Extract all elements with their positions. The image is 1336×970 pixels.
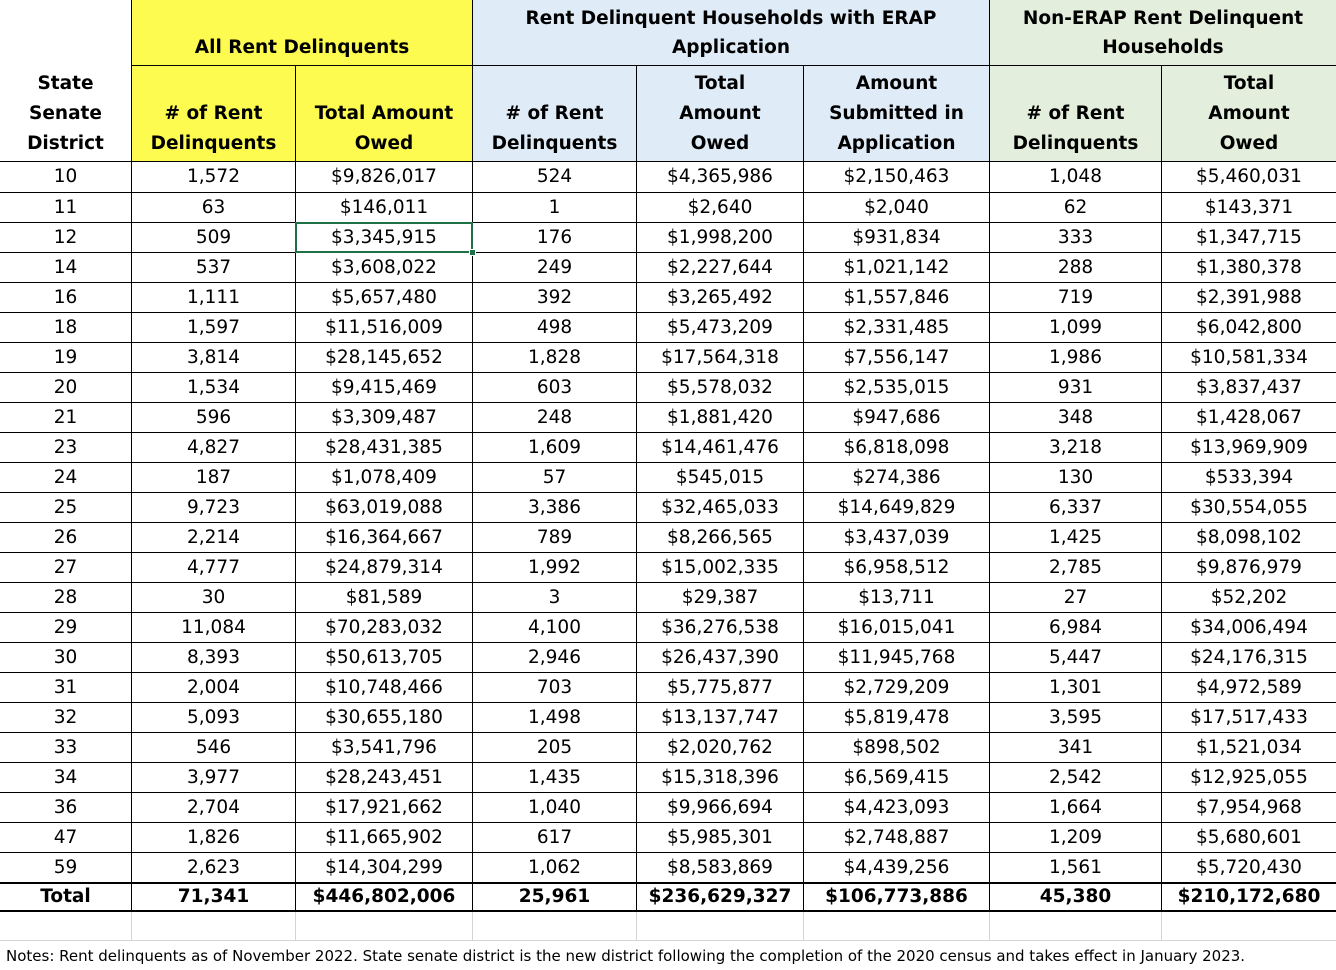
cell-erap-count[interactable]: 703: [472, 672, 636, 702]
cell-non-count[interactable]: 6,984: [989, 612, 1161, 642]
cell-non-count[interactable]: 719: [989, 282, 1161, 312]
cell-non-count[interactable]: 2,542: [989, 762, 1161, 792]
cell-erap-count[interactable]: 392: [472, 282, 636, 312]
header-group-erap[interactable]: Rent Delinquent Households with ERAP Application: [472, 0, 989, 66]
cell-erap-count[interactable]: 3,386: [472, 492, 636, 522]
cell-all-count[interactable]: 187: [131, 462, 295, 492]
cell-all-count[interactable]: 11,084: [131, 612, 295, 642]
cell-all-count[interactable]: 5,093: [131, 702, 295, 732]
cell-erap-owed[interactable]: $13,137,747: [636, 702, 803, 732]
cell-non-count[interactable]: 333: [989, 222, 1161, 252]
header-col-erap-owed[interactable]: Total Amount Owed: [636, 66, 803, 162]
cell-non-owed[interactable]: $5,460,031: [1161, 162, 1336, 192]
cell-erap-count[interactable]: 248: [472, 402, 636, 432]
cell-district[interactable]: 31: [0, 672, 131, 702]
total-erap-owed[interactable]: $236,629,327: [636, 882, 803, 912]
cell-non-count[interactable]: 62: [989, 192, 1161, 222]
cell-erap-submitted[interactable]: $13,711: [803, 582, 989, 612]
cell-non-count[interactable]: 3,595: [989, 702, 1161, 732]
cell-non-owed[interactable]: $2,391,988: [1161, 282, 1336, 312]
cell-all-count[interactable]: 2,704: [131, 792, 295, 822]
cell-all-count[interactable]: 2,004: [131, 672, 295, 702]
cell-all-count[interactable]: 1,597: [131, 312, 295, 342]
empty-row-gridline: [295, 912, 296, 940]
cell-non-count[interactable]: 130: [989, 462, 1161, 492]
header-col-erap-submitted[interactable]: Amount Submitted in Application: [803, 66, 989, 162]
cell-erap-submitted[interactable]: $2,535,015: [803, 372, 989, 402]
cell-erap-submitted[interactable]: $2,040: [803, 192, 989, 222]
cell-district[interactable]: 24: [0, 462, 131, 492]
header-col-non-count[interactable]: # of Rent Delinquents: [989, 66, 1161, 162]
cell-non-owed[interactable]: $9,876,979: [1161, 552, 1336, 582]
cell-erap-count[interactable]: 1,498: [472, 702, 636, 732]
cell-erap-submitted[interactable]: $11,945,768: [803, 642, 989, 672]
cell-non-count[interactable]: 1,425: [989, 522, 1161, 552]
cell-erap-owed[interactable]: $4,365,986: [636, 162, 803, 192]
cell-non-owed[interactable]: $24,176,315: [1161, 642, 1336, 672]
cell-non-owed[interactable]: $1,428,067: [1161, 402, 1336, 432]
cell-non-owed[interactable]: $3,837,437: [1161, 372, 1336, 402]
cell-all-count[interactable]: 3,814: [131, 342, 295, 372]
cell-all-owed[interactable]: $28,431,385: [295, 432, 472, 462]
cell-all-count[interactable]: 2,214: [131, 522, 295, 552]
cell-non-count[interactable]: 3,218: [989, 432, 1161, 462]
cell-all-owed[interactable]: $28,145,652: [295, 342, 472, 372]
cell-all-owed[interactable]: $30,655,180: [295, 702, 472, 732]
cell-non-count[interactable]: 1,048: [989, 162, 1161, 192]
cell-district[interactable]: 59: [0, 852, 131, 882]
cell-erap-owed[interactable]: $8,266,565: [636, 522, 803, 552]
cell-erap-count[interactable]: 249: [472, 252, 636, 282]
cell-non-owed[interactable]: $1,347,715: [1161, 222, 1336, 252]
cell-erap-submitted[interactable]: $1,557,846: [803, 282, 989, 312]
cell-non-owed[interactable]: $12,925,055: [1161, 762, 1336, 792]
empty-row-gridline: [472, 912, 473, 940]
cell-erap-owed[interactable]: $1,998,200: [636, 222, 803, 252]
cell-erap-owed[interactable]: $5,985,301: [636, 822, 803, 852]
cell-erap-owed[interactable]: $26,437,390: [636, 642, 803, 672]
header-col-all-owed[interactable]: Total Amount Owed: [295, 66, 472, 162]
cell-erap-count[interactable]: 4,100: [472, 612, 636, 642]
cell-erap-submitted[interactable]: $2,729,209: [803, 672, 989, 702]
cell-erap-owed[interactable]: $29,387: [636, 582, 803, 612]
cell-all-count[interactable]: 8,393: [131, 642, 295, 672]
cell-erap-owed[interactable]: $14,461,476: [636, 432, 803, 462]
cell-non-count[interactable]: 1,209: [989, 822, 1161, 852]
cell-erap-submitted[interactable]: $14,649,829: [803, 492, 989, 522]
cell-erap-owed[interactable]: $15,002,335: [636, 552, 803, 582]
cell-all-owed[interactable]: $3,541,796: [295, 732, 472, 762]
cell-district[interactable]: 19: [0, 342, 131, 372]
cell-non-count[interactable]: 288: [989, 252, 1161, 282]
cell-erap-count[interactable]: 2,946: [472, 642, 636, 672]
cell-non-owed[interactable]: $52,202: [1161, 582, 1336, 612]
cell-non-owed[interactable]: $34,006,494: [1161, 612, 1336, 642]
cell-erap-owed[interactable]: $1,881,420: [636, 402, 803, 432]
cell-all-count[interactable]: 537: [131, 252, 295, 282]
cell-non-owed[interactable]: $13,969,909: [1161, 432, 1336, 462]
cell-erap-count[interactable]: 1,062: [472, 852, 636, 882]
cell-erap-count[interactable]: 57: [472, 462, 636, 492]
total-all-owed[interactable]: $446,802,006: [295, 882, 472, 912]
cell-district[interactable]: 34: [0, 762, 131, 792]
header-group-nonerap[interactable]: Non-ERAP Rent Delinquent Households: [989, 0, 1336, 66]
cell-non-count[interactable]: 1,301: [989, 672, 1161, 702]
cell-erap-submitted[interactable]: $2,331,485: [803, 312, 989, 342]
cell-all-count[interactable]: 546: [131, 732, 295, 762]
cell-erap-count[interactable]: 617: [472, 822, 636, 852]
cell-erap-submitted[interactable]: $7,556,147: [803, 342, 989, 372]
cell-district[interactable]: 23: [0, 432, 131, 462]
cell-all-owed[interactable]: $14,304,299: [295, 852, 472, 882]
empty-row-gridline: [636, 912, 637, 940]
header-col-erap-count[interactable]: # of Rent Delinquents: [472, 66, 636, 162]
cell-all-owed[interactable]: $24,879,314: [295, 552, 472, 582]
cell-non-owed[interactable]: $17,517,433: [1161, 702, 1336, 732]
cell-all-owed[interactable]: $11,516,009: [295, 312, 472, 342]
cell-erap-count[interactable]: 1,040: [472, 792, 636, 822]
cell-all-owed[interactable]: $63,019,088: [295, 492, 472, 522]
cell-erap-owed[interactable]: $2,020,762: [636, 732, 803, 762]
notes-text: Notes: Rent delinquents as of November 2022. State senate district is the new district following the completion of the 2020 census and takes effect in January 2023.: [6, 947, 1246, 965]
cell-all-count[interactable]: 30: [131, 582, 295, 612]
cell-all-count[interactable]: 1,572: [131, 162, 295, 192]
cell-erap-owed[interactable]: $5,578,032: [636, 372, 803, 402]
cell-district[interactable]: 33: [0, 732, 131, 762]
cell-erap-count[interactable]: 498: [472, 312, 636, 342]
cell-erap-submitted[interactable]: $1,021,142: [803, 252, 989, 282]
cell-non-count[interactable]: 1,986: [989, 342, 1161, 372]
cell-district[interactable]: 18: [0, 312, 131, 342]
cell-district[interactable]: 11: [0, 192, 131, 222]
cell-all-owed[interactable]: $50,613,705: [295, 642, 472, 672]
cell-all-count[interactable]: 1,826: [131, 822, 295, 852]
corner-blank: [0, 0, 131, 66]
cell-all-count[interactable]: 9,723: [131, 492, 295, 522]
cell-non-count[interactable]: 348: [989, 402, 1161, 432]
cell-non-count[interactable]: 1,099: [989, 312, 1161, 342]
total-non-owed[interactable]: $210,172,680: [1161, 882, 1336, 912]
cell-erap-submitted[interactable]: $2,748,887: [803, 822, 989, 852]
cell-erap-submitted[interactable]: $931,834: [803, 222, 989, 252]
cell-erap-owed[interactable]: $2,227,644: [636, 252, 803, 282]
fill-handle[interactable]: [469, 249, 476, 256]
cell-district[interactable]: 21: [0, 402, 131, 432]
cell-district[interactable]: 30: [0, 642, 131, 672]
empty-row-gridline: [803, 912, 804, 940]
cell-non-owed[interactable]: $1,521,034: [1161, 732, 1336, 762]
cell-all-owed[interactable]: $28,243,451: [295, 762, 472, 792]
cell-erap-submitted[interactable]: $6,569,415: [803, 762, 989, 792]
cell-erap-owed[interactable]: $5,775,877: [636, 672, 803, 702]
cell-all-count[interactable]: 63: [131, 192, 295, 222]
cell-erap-owed[interactable]: $3,265,492: [636, 282, 803, 312]
cell-all-owed[interactable]: $3,345,915: [295, 222, 472, 252]
cell-erap-owed[interactable]: $5,473,209: [636, 312, 803, 342]
cell-non-owed[interactable]: $6,042,800: [1161, 312, 1336, 342]
cell-all-owed[interactable]: $9,826,017: [295, 162, 472, 192]
cell-non-owed[interactable]: $5,720,430: [1161, 852, 1336, 882]
cell-all-owed[interactable]: $11,665,902: [295, 822, 472, 852]
cell-all-count[interactable]: 509: [131, 222, 295, 252]
cell-district[interactable]: 28: [0, 582, 131, 612]
cell-district[interactable]: 29: [0, 612, 131, 642]
cell-erap-count[interactable]: 205: [472, 732, 636, 762]
cell-erap-owed[interactable]: $36,276,538: [636, 612, 803, 642]
header-col-non-owed[interactable]: Total Amount Owed: [1161, 66, 1336, 162]
cell-erap-count[interactable]: 1,435: [472, 762, 636, 792]
cell-non-owed[interactable]: $533,394: [1161, 462, 1336, 492]
cell-erap-count[interactable]: 1,609: [472, 432, 636, 462]
cell-district[interactable]: 36: [0, 792, 131, 822]
cell-erap-submitted[interactable]: $274,386: [803, 462, 989, 492]
cell-erap-count[interactable]: 789: [472, 522, 636, 552]
cell-all-owed[interactable]: $81,589: [295, 582, 472, 612]
cell-non-owed[interactable]: $4,972,589: [1161, 672, 1336, 702]
cell-non-count[interactable]: 341: [989, 732, 1161, 762]
cell-non-owed[interactable]: $10,581,334: [1161, 342, 1336, 372]
cell-erap-count[interactable]: 3: [472, 582, 636, 612]
cell-all-owed[interactable]: $5,657,480: [295, 282, 472, 312]
header-group-all[interactable]: All Rent Delinquents: [131, 0, 472, 66]
cell-non-count[interactable]: 1,561: [989, 852, 1161, 882]
empty-row-divider: [0, 940, 1336, 941]
cell-erap-submitted[interactable]: $2,150,463: [803, 162, 989, 192]
cell-district[interactable]: 12: [0, 222, 131, 252]
cell-district[interactable]: 25: [0, 492, 131, 522]
cell-non-count[interactable]: 27: [989, 582, 1161, 612]
cell-erap-submitted[interactable]: $16,015,041: [803, 612, 989, 642]
cell-erap-submitted[interactable]: $3,437,039: [803, 522, 989, 552]
cell-erap-submitted[interactable]: $6,818,098: [803, 432, 989, 462]
cell-all-owed[interactable]: $16,364,667: [295, 522, 472, 552]
cell-erap-submitted[interactable]: $947,686: [803, 402, 989, 432]
cell-erap-submitted[interactable]: $5,819,478: [803, 702, 989, 732]
cell-all-owed[interactable]: $146,011: [295, 192, 472, 222]
cell-erap-owed[interactable]: $15,318,396: [636, 762, 803, 792]
cell-non-count[interactable]: 931: [989, 372, 1161, 402]
header-col-district[interactable]: State Senate District: [0, 66, 131, 162]
cell-district[interactable]: 27: [0, 552, 131, 582]
cell-all-owed[interactable]: $10,748,466: [295, 672, 472, 702]
cell-non-count[interactable]: 2,785: [989, 552, 1161, 582]
cell-erap-owed[interactable]: $8,583,869: [636, 852, 803, 882]
cell-non-count[interactable]: 5,447: [989, 642, 1161, 672]
cell-erap-count[interactable]: 176: [472, 222, 636, 252]
cell-non-count[interactable]: 1,664: [989, 792, 1161, 822]
cell-district[interactable]: 32: [0, 702, 131, 732]
cell-all-count[interactable]: 1,534: [131, 372, 295, 402]
cell-district[interactable]: 10: [53, 166, 78, 187]
cell-erap-owed[interactable]: $2,640: [636, 192, 803, 222]
cell-all-count[interactable]: 1,111: [131, 282, 295, 312]
cell-non-owed[interactable]: $143,371: [1161, 192, 1336, 222]
cell-erap-count[interactable]: 603: [472, 372, 636, 402]
cell-non-owed[interactable]: $7,954,968: [1161, 792, 1336, 822]
cell-erap-submitted[interactable]: $4,423,093: [803, 792, 989, 822]
cell-district[interactable]: 20: [0, 372, 131, 402]
cell-district[interactable]: 16: [0, 282, 131, 312]
cell-all-owed[interactable]: $17,921,662: [295, 792, 472, 822]
empty-row-gridline: [1161, 912, 1162, 940]
cell-district[interactable]: 14: [0, 252, 131, 282]
total-erap-count[interactable]: 25,961: [472, 882, 636, 912]
cell-all-count[interactable]: 4,777: [131, 552, 295, 582]
cell-all-owed[interactable]: $1,078,409: [295, 462, 472, 492]
total-all-count[interactable]: 71,341: [131, 882, 295, 912]
cell-non-owed[interactable]: $1,380,378: [1161, 252, 1336, 282]
cell-non-owed[interactable]: $30,554,055: [1161, 492, 1336, 522]
cell-all-count[interactable]: 4,827: [131, 432, 295, 462]
header-col-all-count[interactable]: # of Rent Delinquents: [131, 66, 295, 162]
cell-district[interactable]: 47: [0, 822, 131, 852]
cell-all-count[interactable]: 3,977: [131, 762, 295, 792]
cell-non-owed[interactable]: $5,680,601: [1161, 822, 1336, 852]
cell-all-count[interactable]: 596: [131, 402, 295, 432]
cell-all-owed[interactable]: $3,608,022: [295, 252, 472, 282]
cell-all-owed[interactable]: $9,415,469: [295, 372, 472, 402]
cell-erap-owed[interactable]: $32,465,033: [636, 492, 803, 522]
cell-erap-submitted[interactable]: $898,502: [803, 732, 989, 762]
cell-erap-submitted[interactable]: $6,958,512: [803, 552, 989, 582]
cell-erap-count[interactable]: 1,992: [472, 552, 636, 582]
empty-row-gridline: [131, 912, 132, 940]
total-label[interactable]: Total: [0, 882, 131, 912]
cell-all-count[interactable]: 2,623: [131, 852, 295, 882]
total-non-count[interactable]: 45,380: [989, 882, 1161, 912]
cell-erap-count[interactable]: 1: [472, 192, 636, 222]
empty-row-gridline: [989, 912, 990, 940]
cell-non-owed[interactable]: $8,098,102: [1161, 522, 1336, 552]
cell-erap-count[interactable]: 524: [472, 162, 636, 192]
cell-all-owed[interactable]: $70,283,032: [295, 612, 472, 642]
cell-erap-owed[interactable]: $9,966,694: [636, 792, 803, 822]
cell-erap-submitted[interactable]: $4,439,256: [803, 852, 989, 882]
total-erap-submitted[interactable]: $106,773,886: [803, 882, 989, 912]
cell-erap-count[interactable]: 1,828: [472, 342, 636, 372]
cell-district[interactable]: 26: [0, 522, 131, 552]
cell-erap-owed[interactable]: $17,564,318: [636, 342, 803, 372]
cell-non-count[interactable]: 6,337: [989, 492, 1161, 522]
cell-erap-owed[interactable]: $545,015: [636, 462, 803, 492]
cell-all-owed[interactable]: $3,309,487: [295, 402, 472, 432]
